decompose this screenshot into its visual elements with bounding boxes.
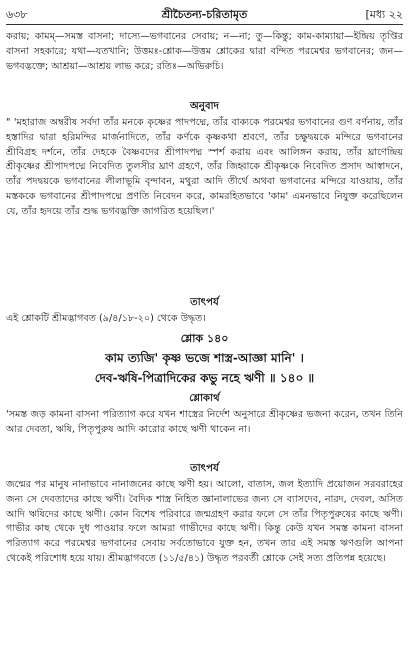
page-number: ৬৩৮ (6, 8, 28, 21)
gloss-heading: শ্লোকার্থ (189, 393, 220, 404)
purport2-heading: তাৎপর্য (190, 463, 219, 474)
page-header (6, 6, 403, 25)
translation-text: " 'মহারাজ অম্বরীষ সর্বদা তাঁর মনকে কৃষ্ণের পাদপদ্মে, তাঁর বাক্যকে পরমেশ্বর ভগবানের গুণ বর্ণনায়, তাঁর হস্তাদির দ্বারা হরিমন্দির মার্জনাদিতে, তাঁর কর্ণকে কৃষ্ণকথা শ্রবণে, তাঁর চক্ষুদ্বয়কে মন্দিরে ভগবানের শ্রীবিগ্রহ দর্শনে, তাঁর দেহকে বৈষ্ণবদের শ্রীপাদপদ্ম স্পর্শ করায় এবং আলিঙ্গন করায়, তাঁর ঘ্রাণেন্দ্রিয় শ্রীকৃষ্ণের শ্রীপাদপদ্মে নিবেদিত তুলসীর ঘ্রাণ গ্রহণে, তাঁর জিহ্বাকে শ্রীকৃষ্ণকে নিবেদিত প্রসাদ আস্বাদনে, তাঁর পদদ্বয়কে ভগবানের লীলাভূমি বৃন্দাবন, মথুরা আদি তীর্থে অথবা ভগবানের মন্দিরে যাওয়ায়, তাঁর মস্তককে ভগবানের শ্রীপাদপদ্মে প্রণতি নিবেদন করে, কামরহিতভাবে 'কাম' এমনভাবে নিযুক্ত করেছিলেন যে, তাঁর হৃদয়ে তাঁর শুদ্ধ ভগবদ্ভক্তি জাগরিত হয়েছিল।' (6, 117, 403, 217)
purport2-text: জন্মের পর মানুষ নানাভাবে নানাজনের কাছে ঋণী হয়। আলো, বাতাস, জল ইত্যাদি প্রয়োজন সরবরাহের জন্য সে দেবতাদের কাছে ঋণী। বৈদিক শাস্ত্র নিহিত জ্ঞানালাভের জন্য সে ব্যাসদেব, নারদ, দেবল, অসিত আদি ঋষিদের কাছে ঋণী। কোন বিশেষ পরিবারে জন্মগ্রহণ করার ফলে সে তাঁর পিতৃপুরুষের কাছে ঋণী। গাভীর কাছ থেকে দুধ পাওয়ার ফলে আমরা গাভীদের কাছে ঋণী। কিন্তু কেউ যখন সমস্ত কামনা বাসনা পরিত্যাগ করে পরমেশ্বর ভগবানের সেবায় সর্বতোভাবে যুক্ত হন, তখন তার এই সমস্ত ঋণগুলি আপনা থেকেই পরিশোধ হয়ে যায়। শ্রীমদ্ভাগবতে (১১/৫/৪১) উদ্ধৃত পরবর্তী শ্লোকে সেই সত্য প্রতিপন্ন হয়েছে। (6, 479, 403, 564)
book-title: শ্রীচৈতন্য-চরিতামৃত (161, 8, 248, 21)
verse-heading: শ্লোক ১৪০ (180, 332, 229, 345)
translation-heading: অনুবাদ (190, 101, 219, 112)
gloss-text: 'সমস্ত জড় কামনা বাসনা পরিত্যাগ করে যখন শাস্ত্রের নির্দেশ অনুসারে শ্রীকৃষ্ণের ভজনা করেন, তখন তিনি আর দেবতা, ঋষি, পিতৃপুরুষ আদি কারোর কাছে ঋণী থাকেন না। (6, 409, 403, 435)
purport-text: এই শ্লোকটি শ্রীমদ্ভাগবত (৯/৪/১৮-২০) থেকে উদ্ধৃত। (6, 313, 206, 324)
verse-line-2: দেব-ঋষি-পিত্রাদিকের কভু নহে ঋণী ॥ ১৪০ ॥ (94, 371, 315, 385)
word-meanings: করায়; কামম্—সমস্ত বাসনা; দাস্যে—ভগবানের সেবায়; ন—না; তু—কিন্তু; কাম-কাম্যায়া—ইন্দ্রিয় তৃপ্তির বাসনা সহকারে; যথা—যতখানি; উত্তমঃ-শ্লোক—উত্তম শ্লোকের দ্বারা বন্দিত পরমেশ্বর ভগবানের; জন—ভগবদ্ভক্তে; আশ্রয়া—আশ্রয় লাভ করে; রতিঃ—অভিরুচি। (6, 31, 403, 72)
verse-line-1: কাম ত্যজি' কৃষ্ণ ভজে শাস্ত্র-আজ্ঞা মানি' । (105, 351, 304, 365)
chapter-label: [মধ্য ২২ (365, 8, 403, 21)
purport-heading: তাৎপর্য (190, 297, 219, 308)
